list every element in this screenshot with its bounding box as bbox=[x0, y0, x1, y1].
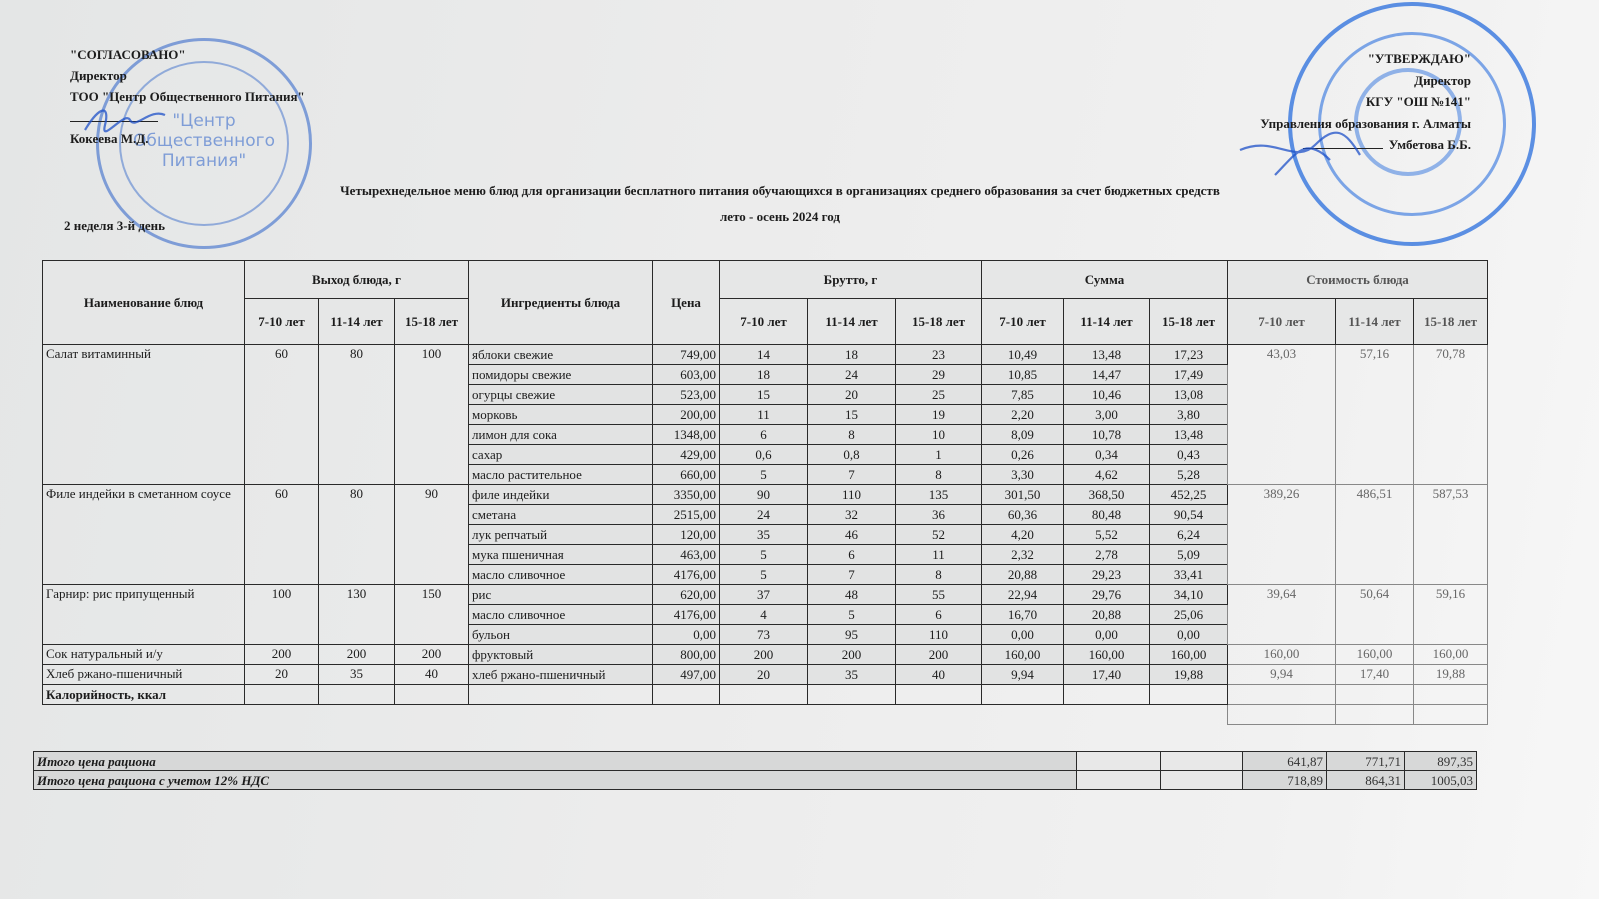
dish-yield: 150 bbox=[395, 585, 469, 645]
empty-cell bbox=[319, 685, 395, 705]
ingredient-gross: 18 bbox=[808, 345, 896, 365]
ingredient-name: сахар bbox=[469, 445, 653, 465]
ingredient-sum: 16,70 bbox=[982, 605, 1064, 625]
ingredient-gross: 200 bbox=[896, 645, 982, 665]
dish-cost: 50,64 bbox=[1336, 585, 1414, 645]
dish-cost: 160,00 bbox=[1228, 645, 1336, 665]
spacer-cell bbox=[43, 705, 1228, 725]
dish-yield: 60 bbox=[245, 345, 319, 485]
ingredient-price: 523,00 bbox=[653, 385, 720, 405]
ingredient-price: 3350,00 bbox=[653, 485, 720, 505]
ingredient-gross: 48 bbox=[808, 585, 896, 605]
header-gross: Брутто, г bbox=[720, 261, 982, 299]
ingredient-sum: 29,76 bbox=[1064, 585, 1150, 605]
total-ration-15-18: 897,35 bbox=[1405, 752, 1477, 771]
ingredient-sum: 34,10 bbox=[1150, 585, 1228, 605]
ingredient-name: сметана bbox=[469, 505, 653, 525]
ingredient-sum: 60,36 bbox=[982, 505, 1064, 525]
document-season: лето - осень 2024 год bbox=[720, 209, 840, 224]
ingredient-gross: 35 bbox=[720, 525, 808, 545]
ingredient-gross: 6 bbox=[896, 605, 982, 625]
empty-cell bbox=[1414, 705, 1488, 725]
ingredient-gross: 18 bbox=[720, 365, 808, 385]
empty-cell bbox=[1414, 685, 1488, 705]
ingredient-gross: 5 bbox=[720, 565, 808, 585]
ingredient-sum: 5,28 bbox=[1150, 465, 1228, 485]
ingredient-sum: 6,24 bbox=[1150, 525, 1228, 545]
ingredient-price: 497,00 bbox=[653, 665, 720, 685]
dish-name: Сок натуральный и/у bbox=[43, 645, 245, 665]
ingredient-name: масло сливочное bbox=[469, 565, 653, 585]
ingredient-sum: 2,20 bbox=[982, 405, 1064, 425]
ingredient-name: филе индейки bbox=[469, 485, 653, 505]
ingredient-price: 4176,00 bbox=[653, 605, 720, 625]
ingredient-name: масло сливочное bbox=[469, 605, 653, 625]
ingredient-gross: 8 bbox=[896, 465, 982, 485]
dish-yield: 80 bbox=[319, 345, 395, 485]
ingredient-gross: 5 bbox=[720, 465, 808, 485]
calories-row bbox=[43, 685, 1488, 705]
ingredient-gross: 6 bbox=[720, 425, 808, 445]
dish-cost: 389,26 bbox=[1228, 485, 1336, 585]
ingredient-gross: 10 bbox=[896, 425, 982, 445]
ingredient-price: 200,00 bbox=[653, 405, 720, 425]
approval-position: Директор bbox=[70, 68, 127, 83]
ingredient-sum: 10,49 bbox=[982, 345, 1064, 365]
header-age: 15-18 лет bbox=[1150, 299, 1228, 345]
header-price: Цена bbox=[653, 261, 720, 345]
ingredient-price: 660,00 bbox=[653, 465, 720, 485]
ingredient-sum: 368,50 bbox=[1064, 485, 1150, 505]
ingredient-price: 4176,00 bbox=[653, 565, 720, 585]
stamp-text-line: Питания" bbox=[161, 151, 247, 171]
table-row bbox=[43, 585, 1488, 605]
ingredient-gross: 23 bbox=[896, 345, 982, 365]
empty-cell bbox=[469, 685, 653, 705]
ingredient-gross: 5 bbox=[808, 605, 896, 625]
ingredient-gross: 35 bbox=[808, 665, 896, 685]
ingredient-sum: 10,46 bbox=[1064, 385, 1150, 405]
ingredient-price: 429,00 bbox=[653, 445, 720, 465]
table-row bbox=[43, 345, 1488, 365]
dish-yield: 100 bbox=[245, 585, 319, 645]
header-dish-cost: Стоимость блюда bbox=[1228, 261, 1488, 299]
empty-cell bbox=[1161, 771, 1243, 790]
ingredient-price: 800,00 bbox=[653, 645, 720, 665]
empty-cell bbox=[1064, 685, 1150, 705]
ingredient-sum: 3,80 bbox=[1150, 405, 1228, 425]
header-yield: Выход блюда, г bbox=[245, 261, 469, 299]
signature-right-icon bbox=[1235, 125, 1365, 185]
approval-department: Управления образования г. Алматы bbox=[1260, 115, 1471, 131]
ingredient-name: мука пшеничная bbox=[469, 545, 653, 565]
ingredient-gross: 14 bbox=[720, 345, 808, 365]
ingredient-name: хлеб ржано-пшеничный bbox=[469, 665, 653, 685]
ingredient-sum: 160,00 bbox=[1064, 645, 1150, 665]
dish-yield: 60 bbox=[245, 485, 319, 585]
dish-yield: 80 bbox=[319, 485, 395, 585]
ingredient-sum: 4,62 bbox=[1064, 465, 1150, 485]
ingredient-sum: 0,43 bbox=[1150, 445, 1228, 465]
dish-yield: 200 bbox=[319, 645, 395, 665]
document-title-block bbox=[240, 178, 1320, 230]
header-dish-name: Наименование блюд bbox=[43, 261, 245, 345]
dish-yield: 20 bbox=[245, 665, 319, 685]
approval-signer: Умбетова Б.Б. bbox=[1388, 137, 1471, 152]
header-ingredients: Ингредиенты блюда bbox=[469, 261, 653, 345]
menu-table-body bbox=[43, 345, 1488, 725]
ingredient-name: огурцы свежие bbox=[469, 385, 653, 405]
ingredient-name: помидоры свежие bbox=[469, 365, 653, 385]
ingredient-sum: 9,94 bbox=[982, 665, 1064, 685]
ingredient-gross: 52 bbox=[896, 525, 982, 545]
ingredient-price: 620,00 bbox=[653, 585, 720, 605]
ingredient-gross: 19 bbox=[896, 405, 982, 425]
ingredient-gross: 8 bbox=[808, 425, 896, 445]
dish-cost: 17,40 bbox=[1336, 665, 1414, 685]
dish-cost: 160,00 bbox=[1414, 645, 1488, 665]
ingredient-sum: 7,85 bbox=[982, 385, 1064, 405]
empty-cell bbox=[982, 685, 1064, 705]
dish-yield: 200 bbox=[395, 645, 469, 665]
ingredient-sum: 13,48 bbox=[1150, 425, 1228, 445]
header-age: 7-10 лет bbox=[982, 299, 1064, 345]
dish-yield: 130 bbox=[319, 585, 395, 645]
ingredient-gross: 55 bbox=[896, 585, 982, 605]
ingredient-name: яблоки свежие bbox=[469, 345, 653, 365]
header-age: 11-14 лет bbox=[808, 299, 896, 345]
empty-cell bbox=[1150, 685, 1228, 705]
ingredient-gross: 36 bbox=[896, 505, 982, 525]
ingredient-sum: 4,20 bbox=[982, 525, 1064, 545]
ingredient-gross: 46 bbox=[808, 525, 896, 545]
ingredient-gross: 29 bbox=[896, 365, 982, 385]
total-ration-label: Итого цена рациона bbox=[34, 752, 1077, 771]
header-age: 11-14 лет bbox=[1336, 299, 1414, 345]
ingredient-price: 463,00 bbox=[653, 545, 720, 565]
ingredient-gross: 135 bbox=[896, 485, 982, 505]
dish-name: Хлеб ржано-пшеничный bbox=[43, 665, 245, 685]
ingredient-sum: 0,34 bbox=[1064, 445, 1150, 465]
dish-cost: 43,03 bbox=[1228, 345, 1336, 485]
header-age: 15-18 лет bbox=[395, 299, 469, 345]
ingredient-gross: 15 bbox=[720, 385, 808, 405]
empty-cell bbox=[653, 685, 720, 705]
total-ration-7-10: 641,87 bbox=[1243, 752, 1327, 771]
ingredient-gross: 7 bbox=[808, 465, 896, 485]
ingredient-sum: 17,49 bbox=[1150, 365, 1228, 385]
ingredient-gross: 200 bbox=[720, 645, 808, 665]
header-age: 15-18 лет bbox=[1414, 299, 1488, 345]
ingredient-name: масло растительное bbox=[469, 465, 653, 485]
ingredient-name: морковь bbox=[469, 405, 653, 425]
ingredient-sum: 14,47 bbox=[1064, 365, 1150, 385]
ingredient-sum: 10,85 bbox=[982, 365, 1064, 385]
header-sum: Сумма bbox=[982, 261, 1228, 299]
dish-cost: 57,16 bbox=[1336, 345, 1414, 485]
dish-cost: 486,51 bbox=[1336, 485, 1414, 585]
approval-position: Директор bbox=[1414, 72, 1471, 88]
empty-cell bbox=[1228, 705, 1336, 725]
ingredient-sum: 452,25 bbox=[1150, 485, 1228, 505]
empty-cell bbox=[896, 685, 982, 705]
dish-cost: 39,64 bbox=[1228, 585, 1336, 645]
ingredient-gross: 95 bbox=[808, 625, 896, 645]
ingredient-gross: 20 bbox=[808, 385, 896, 405]
ingredient-gross: 24 bbox=[808, 365, 896, 385]
ingredient-sum: 13,48 bbox=[1064, 345, 1150, 365]
ingredient-sum: 8,09 bbox=[982, 425, 1064, 445]
empty-cell bbox=[1077, 771, 1161, 790]
ingredient-sum: 2,32 bbox=[982, 545, 1064, 565]
ingredient-gross: 200 bbox=[808, 645, 896, 665]
ingredient-sum: 160,00 bbox=[982, 645, 1064, 665]
ingredient-sum: 13,08 bbox=[1150, 385, 1228, 405]
dish-yield: 100 bbox=[395, 345, 469, 485]
total-vat-label: Итого цена рациона с учетом 12% НДС bbox=[34, 771, 1077, 790]
ingredient-sum: 17,23 bbox=[1150, 345, 1228, 365]
ingredient-gross: 25 bbox=[896, 385, 982, 405]
approval-heading: "СОГЛАСОВАНО" bbox=[70, 47, 186, 62]
header-age: 7-10 лет bbox=[720, 299, 808, 345]
ingredient-name: бульон bbox=[469, 625, 653, 645]
stamp-text-line: Общественного bbox=[132, 131, 276, 151]
ingredient-name: рис bbox=[469, 585, 653, 605]
ingredient-price: 749,00 bbox=[653, 345, 720, 365]
ingredient-gross: 6 bbox=[808, 545, 896, 565]
ingredient-sum: 20,88 bbox=[982, 565, 1064, 585]
dish-name: Филе индейки в сметанном соусе bbox=[43, 485, 245, 585]
ingredient-sum: 0,00 bbox=[1150, 625, 1228, 645]
signature-left-icon bbox=[80, 100, 170, 140]
dish-name: Гарнир: рис припущенный bbox=[43, 585, 245, 645]
ingredient-gross: 8 bbox=[896, 565, 982, 585]
total-vat-7-10: 718,89 bbox=[1243, 771, 1327, 790]
ingredient-sum: 301,50 bbox=[982, 485, 1064, 505]
empty-cell bbox=[1228, 685, 1336, 705]
ingredient-gross: 110 bbox=[896, 625, 982, 645]
ingredient-gross: 110 bbox=[808, 485, 896, 505]
ingredient-sum: 22,94 bbox=[982, 585, 1064, 605]
ingredient-gross: 24 bbox=[720, 505, 808, 525]
approval-organization: ТОО "Центр Общественного Питания" bbox=[70, 89, 305, 104]
ingredient-price: 2515,00 bbox=[653, 505, 720, 525]
empty-cell bbox=[395, 685, 469, 705]
stamp-text-line: "Центр bbox=[172, 111, 236, 131]
ingredient-sum: 33,41 bbox=[1150, 565, 1228, 585]
calories-label: Калорийность, ккал bbox=[43, 685, 245, 705]
header-age: 15-18 лет bbox=[896, 299, 982, 345]
ingredient-gross: 90 bbox=[720, 485, 808, 505]
empty-cell bbox=[1336, 685, 1414, 705]
total-vat-row bbox=[34, 771, 1477, 790]
empty-cell bbox=[720, 685, 808, 705]
approval-signer: Кокеева М.Д. bbox=[70, 131, 149, 146]
ingredient-price: 1348,00 bbox=[653, 425, 720, 445]
ingredient-name: лимон для сока bbox=[469, 425, 653, 445]
ingredient-gross: 0,8 bbox=[808, 445, 896, 465]
empty-cell bbox=[1161, 752, 1243, 771]
dish-yield: 200 bbox=[245, 645, 319, 665]
header-age: 7-10 лет bbox=[1228, 299, 1336, 345]
ingredient-gross: 20 bbox=[720, 665, 808, 685]
empty-cell bbox=[1336, 705, 1414, 725]
ingredient-gross: 5 bbox=[720, 545, 808, 565]
dish-name: Салат витаминный bbox=[43, 345, 245, 485]
ingredient-sum: 90,54 bbox=[1150, 505, 1228, 525]
dish-yield: 40 bbox=[395, 665, 469, 685]
ingredient-name: фруктовый bbox=[469, 645, 653, 665]
ingredient-sum: 0,00 bbox=[982, 625, 1064, 645]
ingredient-gross: 40 bbox=[896, 665, 982, 685]
table-row bbox=[43, 665, 1488, 685]
table-row bbox=[43, 485, 1488, 505]
total-ration-row bbox=[34, 752, 1477, 771]
ingredient-gross: 37 bbox=[720, 585, 808, 605]
dish-cost: 19,88 bbox=[1414, 665, 1488, 685]
ingredient-gross: 11 bbox=[720, 405, 808, 425]
approval-heading: "УТВЕРЖДАЮ" bbox=[1367, 51, 1471, 66]
header-age: 7-10 лет bbox=[245, 299, 319, 345]
menu-table bbox=[42, 260, 1488, 725]
ingredient-sum: 160,00 bbox=[1150, 645, 1228, 665]
ingredient-gross: 32 bbox=[808, 505, 896, 525]
spacer-row bbox=[43, 705, 1488, 725]
ingredient-gross: 4 bbox=[720, 605, 808, 625]
total-vat-11-14: 864,31 bbox=[1327, 771, 1405, 790]
ingredient-price: 603,00 bbox=[653, 365, 720, 385]
ingredient-sum: 0,26 bbox=[982, 445, 1064, 465]
ingredient-name: лук репчатый bbox=[469, 525, 653, 545]
empty-cell bbox=[245, 685, 319, 705]
approval-organization: КГУ "ОШ №141" bbox=[1365, 94, 1471, 109]
ingredient-price: 120,00 bbox=[653, 525, 720, 545]
header-age: 11-14 лет bbox=[1064, 299, 1150, 345]
dish-cost: 59,16 bbox=[1414, 585, 1488, 645]
dish-cost: 160,00 bbox=[1336, 645, 1414, 665]
dish-yield: 90 bbox=[395, 485, 469, 585]
ingredient-sum: 17,40 bbox=[1064, 665, 1150, 685]
ingredient-sum: 10,78 bbox=[1064, 425, 1150, 445]
ingredient-gross: 15 bbox=[808, 405, 896, 425]
ingredient-gross: 7 bbox=[808, 565, 896, 585]
ingredient-sum: 20,88 bbox=[1064, 605, 1150, 625]
menu-day-label: 2 неделя 3-й день bbox=[64, 218, 166, 233]
ingredient-gross: 11 bbox=[896, 545, 982, 565]
total-vat-15-18: 1005,03 bbox=[1405, 771, 1477, 790]
ingredient-sum: 2,78 bbox=[1064, 545, 1150, 565]
totals-table bbox=[33, 751, 1477, 790]
empty-cell bbox=[1077, 752, 1161, 771]
ingredient-sum: 3,00 bbox=[1064, 405, 1150, 425]
total-ration-11-14: 771,71 bbox=[1327, 752, 1405, 771]
ingredient-price: 0,00 bbox=[653, 625, 720, 645]
dish-cost: 9,94 bbox=[1228, 665, 1336, 685]
ingredient-gross: 1 bbox=[896, 445, 982, 465]
ingredient-sum: 0,00 bbox=[1064, 625, 1150, 645]
dish-yield: 35 bbox=[319, 665, 395, 685]
document-title: Четырехнедельное меню блюд для организации бесплатного питания обучающихся в организациях среднего образования за счет бюджетных средств bbox=[340, 183, 1220, 198]
header-age: 11-14 лет bbox=[319, 299, 395, 345]
ingredient-sum: 19,88 bbox=[1150, 665, 1228, 685]
ingredient-sum: 3,30 bbox=[982, 465, 1064, 485]
ingredient-sum: 29,23 bbox=[1064, 565, 1150, 585]
ingredient-sum: 80,48 bbox=[1064, 505, 1150, 525]
table-row bbox=[43, 645, 1488, 665]
ingredient-sum: 5,09 bbox=[1150, 545, 1228, 565]
ingredient-sum: 5,52 bbox=[1064, 525, 1150, 545]
dish-cost: 70,78 bbox=[1414, 345, 1488, 485]
dish-cost: 587,53 bbox=[1414, 485, 1488, 585]
ingredient-sum: 25,06 bbox=[1150, 605, 1228, 625]
empty-cell bbox=[808, 685, 896, 705]
ingredient-gross: 0,6 bbox=[720, 445, 808, 465]
ingredient-gross: 73 bbox=[720, 625, 808, 645]
